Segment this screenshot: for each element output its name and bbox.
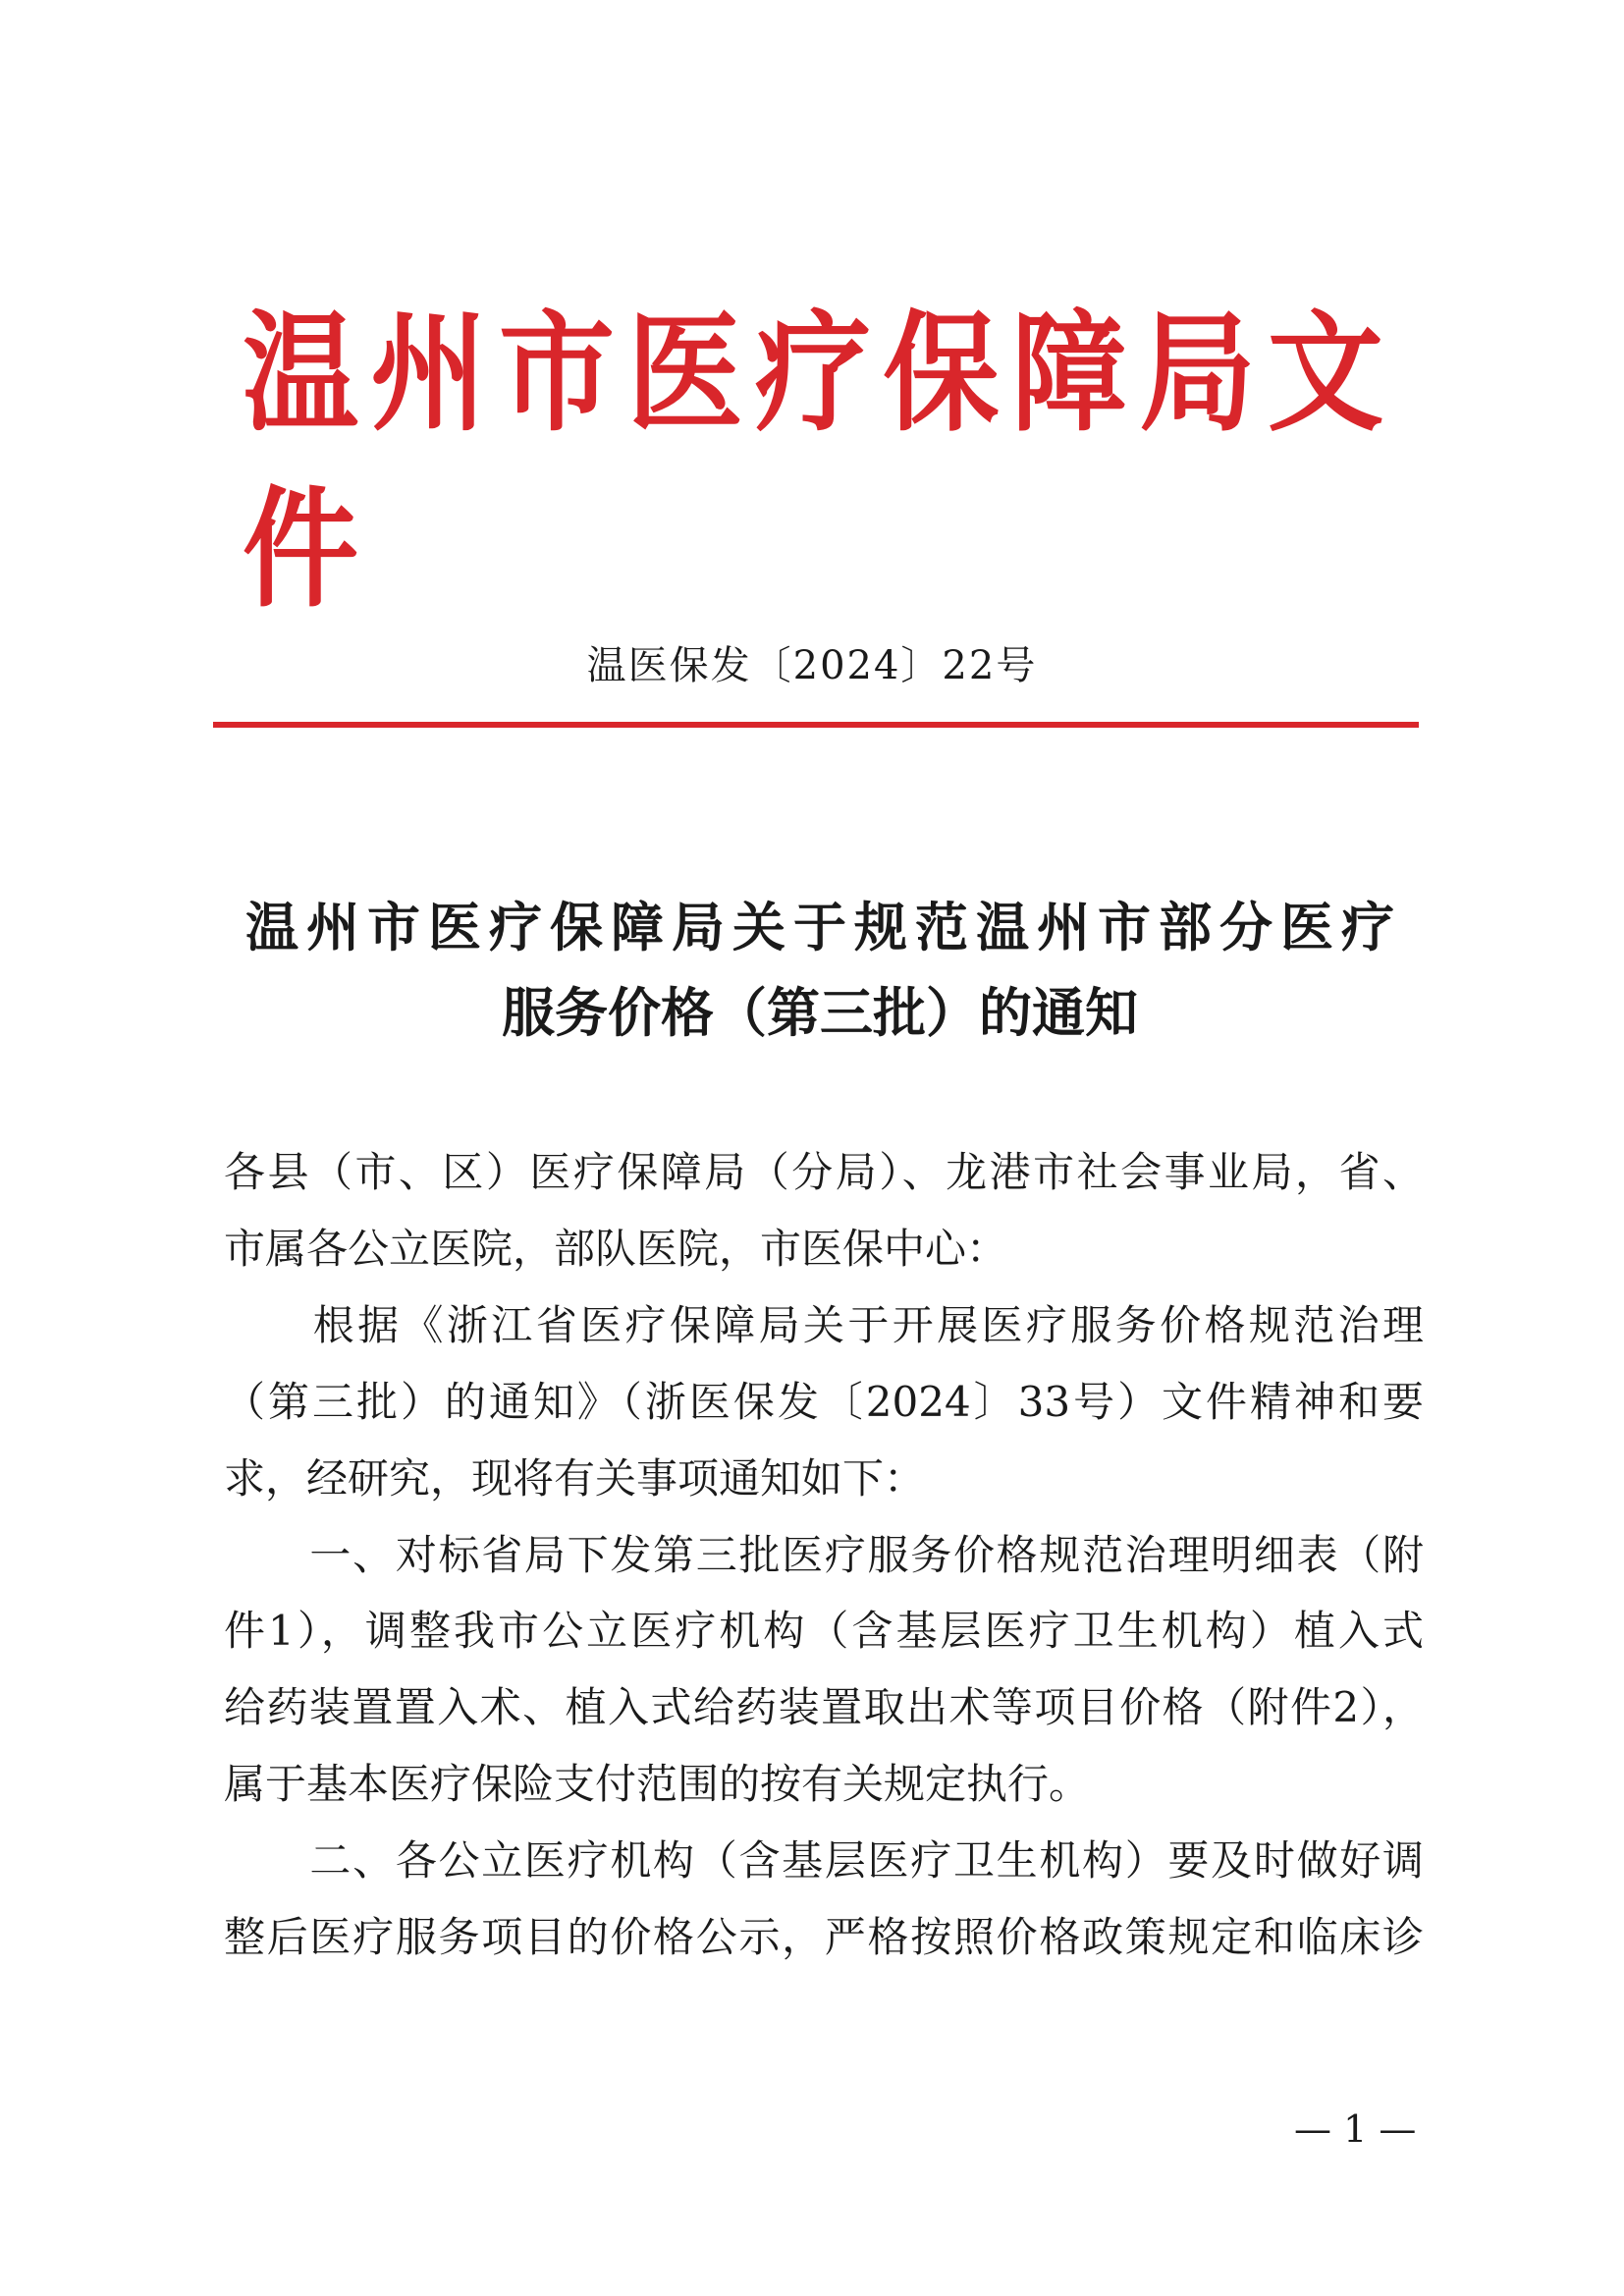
body-line: 一、对标省局下发第三批医疗服务价格规范治理明细表（附 xyxy=(224,1531,1424,1579)
page-number: — 1 — xyxy=(1294,2107,1417,2151)
body-line: 各县（市、区）医疗保障局（分局）、龙港市社会事业局，省、 xyxy=(224,1148,1424,1196)
notice-title-line-1: 温州市医疗保障局关于规范温州市部分医疗 xyxy=(245,896,1394,958)
body-line: 属于基本医疗保险支付范围的按有关规定执行。 xyxy=(224,1760,1091,1808)
body-line: 件1），调整我市公立医疗机构（含基层医疗卫生机构）植入式 xyxy=(224,1607,1424,1655)
document-header-title: 温州市医疗保障局文件 xyxy=(243,296,1383,626)
body-line: 给药装置置入术、植入式给药装置取出术等项目价格（附件2）， xyxy=(224,1683,1424,1731)
body-line: （第三批）的通知》（浙医保发〔2024〕33号）文件精神和要 xyxy=(224,1378,1424,1426)
red-divider-line xyxy=(213,722,1419,728)
body-line: 整后医疗服务项目的价格公示，严格按照价格政策规定和临床诊 xyxy=(224,1913,1424,1961)
body-line: 求，经研究，现将有关事项通知如下： xyxy=(224,1454,926,1503)
body-line: 市属各公立医院，部队医院，市医保中心： xyxy=(224,1225,1008,1273)
notice-title-line-2: 服务价格（第三批）的通知 xyxy=(502,981,1138,1044)
document-number: 温医保发〔2024〕22号 xyxy=(586,643,1038,688)
body-line: 二、各公立医疗机构（含基层医疗卫生机构）要及时做好调 xyxy=(224,1836,1424,1885)
body-line: 根据《浙江省医疗保障局关于开展医疗服务价格规范治理 xyxy=(224,1301,1424,1349)
